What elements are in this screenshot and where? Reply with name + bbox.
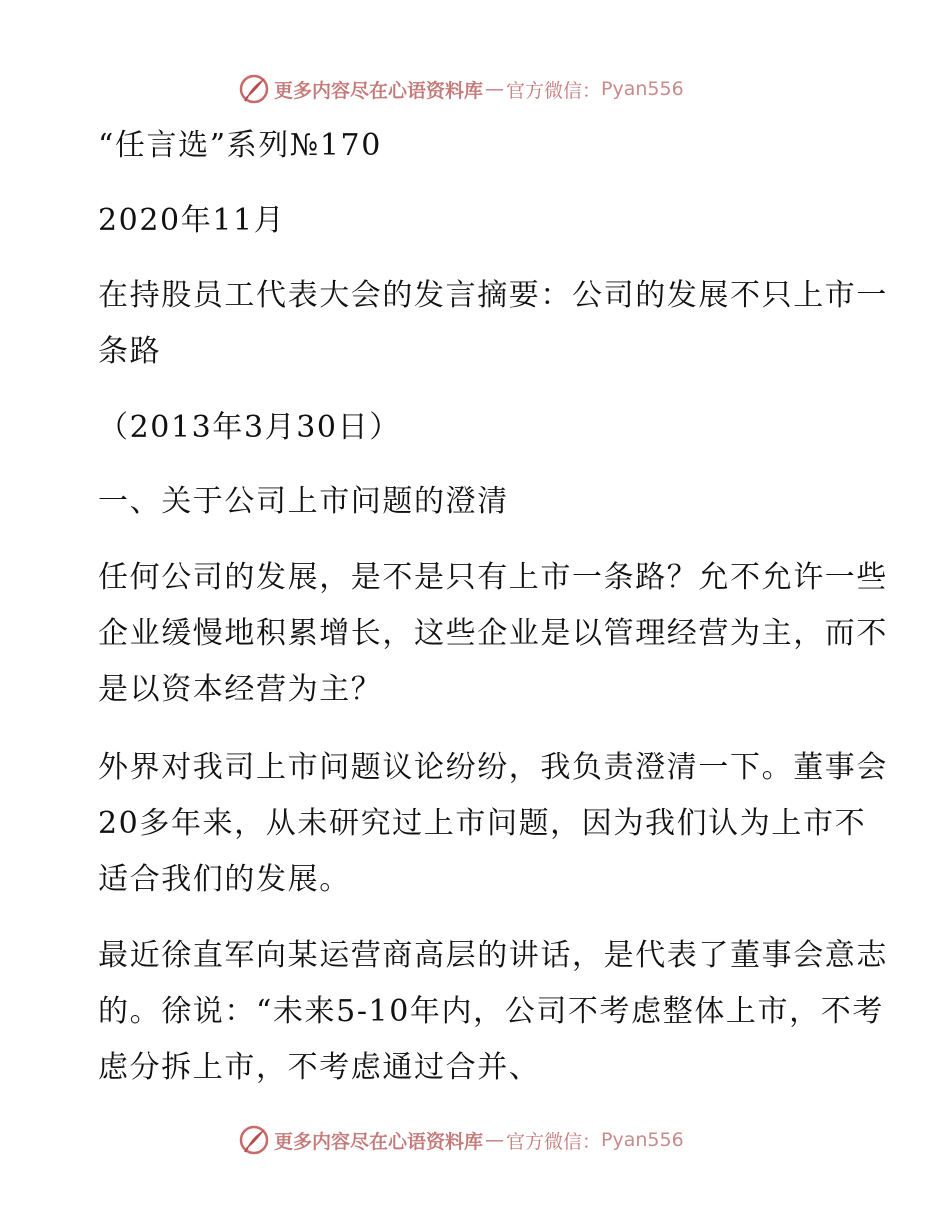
watermark-separator: — xyxy=(485,78,505,100)
watermark-wechat-label: 官方微信： xyxy=(506,79,602,102)
paragraph-3: 最近徐直军向某运营商高层的讲话，是代表了董事会意志的。徐说：“未来5-10年内，公司不考虑整体上市，不考虑分拆上市，不考虑通过合并、 xyxy=(98,938,888,1085)
quill-pen-logo-icon xyxy=(238,73,270,105)
speech-date: （2013年3月30日） xyxy=(98,410,401,445)
watermark-wechat-handle: Pyan556 xyxy=(601,78,684,100)
document-title: 在持股员工代表大会的发言摘要：公司的发展不只上市一条路 xyxy=(98,278,888,369)
paragraph-2: 外界对我司上市问题议论纷纷，我负责澄清一下。董事会20多年来，从未研究过上市问题，因为我们认为上市不适合我们的发展。 xyxy=(98,750,888,897)
quill-pen-logo-icon xyxy=(238,1124,270,1156)
series-label: “任言选”系列№170 xyxy=(98,128,382,163)
watermark-wechat-handle: Pyan556 xyxy=(601,1129,684,1151)
footer-watermark xyxy=(238,1123,684,1157)
watermark-main-text: 更多内容尽在心语资料库 xyxy=(274,1130,484,1153)
watermark-separator: — xyxy=(485,1129,505,1151)
section-heading: 一、关于公司上市问题的澄清 xyxy=(98,484,509,519)
document-date: 2020年11月 xyxy=(98,203,286,238)
paragraph-1: 任何公司的发展，是不是只有上市一条路？允不允许一些企业缓慢地积累增长，这些企业是以管理经营为主，而不是以资本经营为主？ xyxy=(98,560,888,707)
watermark-main-text: 更多内容尽在心语资料库 xyxy=(274,79,484,102)
header-watermark xyxy=(238,72,684,106)
watermark-wechat-label: 官方微信： xyxy=(506,1130,602,1153)
